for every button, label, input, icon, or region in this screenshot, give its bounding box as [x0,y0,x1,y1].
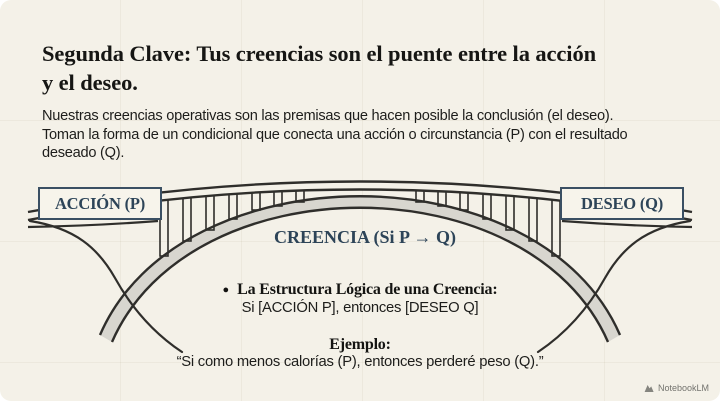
desire-label: DESEO (Q) [580,193,664,213]
title-line-2: y el deseo. [42,70,138,95]
intro-line-1: Nuestras creencias operativas son las premisas que hacen posible la conclusión (el deseo). [42,108,614,124]
notebooklm-watermark [644,383,709,393]
structure-formula: Si [ACCIÓN P], entonces [DESEO Q] [241,300,479,316]
structure-heading-row [0,281,720,299]
example-heading: Ejemplo: [329,336,391,353]
notebooklm-logo-icon [644,384,654,393]
intro-line-3: deseado (Q). [42,145,125,162]
notebooklm-label: NotebookLM [657,383,709,393]
title-line-1: Segunda Clave: Tus creencias son el puente entre la acción [42,41,597,66]
action-label-box [38,187,162,220]
example-quote: “Si como menos calorías (P), entonces perderé peso (Q).” [176,354,544,370]
belief-label: CREENCIA (Si P → Q) [273,227,457,247]
desire-label-box [560,187,684,220]
action-label: ACCIÓN (P) [54,193,146,213]
bridge-arch-band [100,196,620,342]
structure-heading: La Estructura Lógica de una Creencia: [237,281,498,298]
bullet-icon: ● [222,283,230,296]
intro-line-2: Toman la forma de un condicional que conecta una acción o circunstancia (P) con el resultado [42,126,628,143]
